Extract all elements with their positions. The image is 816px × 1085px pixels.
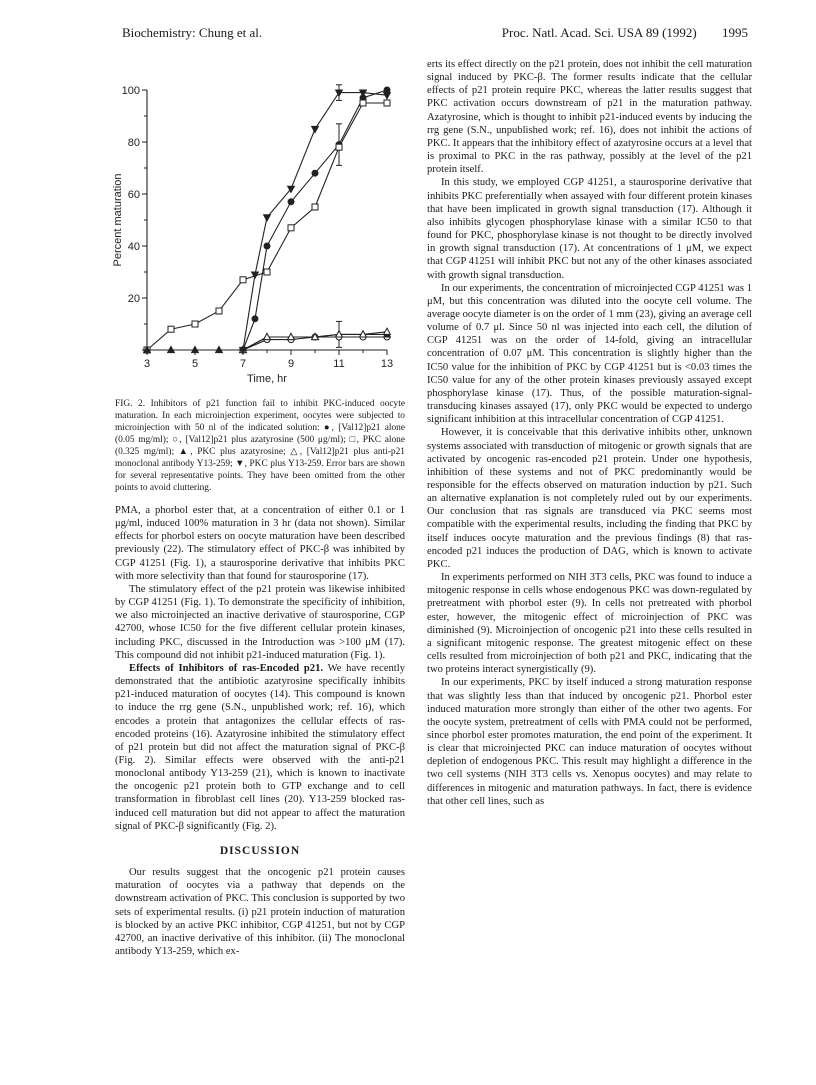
running-head-left: Biochemistry: Chung et al. (122, 25, 263, 40)
x-tick-label: 3 (143, 358, 151, 370)
filled-circle-marker (384, 87, 390, 93)
paragraph-right-6: In our experiments, PKC by itself induced a strong maturation response that was slightly less than that induced by oncogenic p21. Phorbol ester induced maturation more strongly than either of the other two agents. For the oocyte system, pretreatment of cells with PMA could not be performed, since phorbol ester promotes maturation, the end point of the experiment. It is clear that microinjected PKC can induce maturation of oocytes without depletion of endogenous PKC. This result may highlight a difference in the two cell systems (NIH 3T3 cells vs. Xenopus oocytes) and may relate to differences in mitogenic and maturation pathways. In fact, there is evidence that other cell lines, such as (427, 677, 752, 807)
paragraph-discussion: Our results suggest that the oncogenic p21 protein causes maturation of oocytes via a pathway that depends on the downstream activation of PKC. This conclusion is supported by two sets of experimental results. (i) p21 protein induction of maturation is blocked by an active PKC inhibitor, CGP 41251, but not by CGP 42700, an inactive derivative of this inhibitor. (ii) The monoclonal antibody Y13-259, which ex- (115, 867, 405, 957)
filled-circle-marker (288, 199, 294, 205)
page-number: 1995 (722, 25, 748, 40)
series-line-open-square (147, 103, 387, 350)
x-tick-label: 5 (191, 358, 199, 370)
open-square-marker (288, 225, 294, 231)
filled-circle-marker (264, 243, 270, 249)
paragraph-inhibitors-body: We have recently demonstrated that the antibiotic azatyrosine specifically inhibits p21-induced maturation of oocytes (14). This compound is known to induce the rrg gene (S.N., unpublished work; ref. 16), which encodes a protein that antagonizes the cellular effects of ras-encoded proteins (16). Azatyrosine inhibited the stimulatory effect of p21 protein but did not affect the maturation signal of PKC-β (Fig. 2). Similar effects were observed with the anti-p21 monoclonal antibody Y13-259 (21), which is known to inactivate the oncogenic p21 protein both to GTP exchange and to cell transformation in fibroblast cell lines (20). Y13-259 blocked ras-induced cell maturation but did not appear to affect the maturation signal of PKC-β significantly (Fig. 2). (115, 662, 405, 832)
x-tick-label: 13 (380, 358, 394, 370)
paragraph-right-3: In our experiments, the concentration of microinjected CGP 41251 was 1 μM, but this concentration was diluted into the oocyte cell volume. The average oocyte diameter is on the order of 1 mm (23), giving an average cell volume of 0.7 μl. Since 50 nl was injected into each cell, the dilution of CGP 41251 was on the order of 14-fold, giving an intracellular concentration of 0.07 μM. This concentration is slightly higher than the IC50 value for the inhibition of PKC by CGP 41251 but is <0.03 times the IC50 value for any of the other protein kinases previously assayed except phosphorylase kinase (17). Thus, of the possible maturation-signal-transducing kinases assayed (17), only PKC would be expected to undergo significant inhibition at this intracellular concentration of CGP 41251. (427, 282, 752, 426)
open-triangle-up-marker (384, 328, 391, 334)
figure-caption-text: FIG. 2. Inhibitors of p21 function fail to inhibit PKC-induced oocyte maturation. In each microinjection experiment, oocytes were subjected to microinjection with 50 nl of the indicated solution: ●, [Val12]p21 alone (0.05 mg/ml); ○, [Val12]p21 plus azatyrosine (500 μg/ml); □, PKC alone (0.325 mg/ml); ▲, PKC plus azatyrosine; △, [Val12]p21 plus anti-p21 monoclonal antibody Y13-259; ▼, PKC plus Y13-259. Error bars are shown for several representative points. They have been omitted from the other points to avoid cluttering. (115, 399, 405, 493)
running-head-right (502, 25, 748, 41)
open-square-marker (384, 100, 390, 106)
filled-circle-marker (312, 170, 318, 176)
filled-triangle-down-marker (312, 126, 319, 132)
x-tick-label: 9 (287, 358, 295, 370)
open-square-marker (240, 277, 246, 283)
paragraph-right-4: However, it is conceivable that this derivative inhibits other, unknown systems associated with transduction of mitogenic or growth signals that are activated by oncogenic ras-encoded p21 protein. Under one hypothesis, inhibition of these systems and not of PKC predominantly would be responsible for the effects observed on maturation induction by p21. Such an alternative explanation is not completely ruled out by our experiments. Our conclusion that ras signals are transduced via PKC seems most compatible with the experimental results, including the finding that PKC by itself induces oocyte maturation and the previous findings (8) that ras-encoded p21 induces the production of DAG, which is known to activate PKC. (427, 427, 752, 570)
y-tick-label: 100 (121, 85, 140, 97)
figure-caption (115, 398, 405, 494)
x-tick-label: 11 (333, 358, 345, 370)
y-tick-label: 60 (127, 189, 140, 201)
open-square-marker (168, 326, 174, 332)
paragraph-right-2: In this study, we employed CGP 41251, a staurosporine derivative that inhibits PKC preferentially when assayed with four different protein kinases that have been implicated in growth signal transduction (17). Although it also inhibits glycogen phosphorylase kinase with a similar IC50 to that found for PKC, phosphorylase kinase is not thought to be directly involved in growth signal transduction (17). At concentrations of 1 μM, we expect that CGP 41251 will inhibit PKC but not any of the other kinases associated with growth signal transduction. (427, 177, 752, 281)
section-title-inhibitors: Effects of Inhibitors of ras-Encoded p21. (129, 662, 324, 674)
journal-citation: Proc. Natl. Acad. Sci. USA 89 (1992) (501, 25, 697, 40)
paragraph-inhibitors (115, 662, 405, 833)
maturation-chart (105, 78, 395, 388)
open-square-marker (216, 308, 222, 314)
y-tick-label: 80 (127, 137, 140, 149)
right-column (427, 58, 752, 808)
open-square-marker (312, 204, 318, 210)
filled-triangle-down-marker (264, 215, 271, 221)
paragraph-right-1: erts its effect directly on the p21 protein, does not inhibit the cell maturation signal induced by PKC-β. The former results indicate that the cellular effects of p21 protein require PKC, whereas the latter results suggest that PKC activation occurs downstream of p21 in the maturation pathway. Azatyrosine, which is thought to inhibit p21-induced events by inducing the rrg gene (S.N., unpublished work; ref. 16), does not inhibit the actions of PKC. It appears that the inhibitory effect of azatyrosine occurs at a level that is proximal to PKC in the ras pathway, possibly at the level of the p21 protein itself. (427, 59, 752, 176)
open-square-marker (264, 269, 270, 275)
paragraph-pma: PMA, a phorbol ester that, at a concentration of either 0.1 or 1 μg/ml, induced 100% maturation in 3 hr (data not shown). Similar effects for phorbol esters on oocyte maturation have been described previously (22). The stimulatory effect of PKC-β was inhibited by CGP 41251 (Fig. 1), a staurosporine derivative that inhibits PKC with more selectivity than that found for staurosporine (17). (115, 505, 405, 582)
filled-circle-marker (252, 316, 258, 322)
paragraph-p21-inhibition: The stimulatory effect of the p21 protein was likewise inhibited by CGP 41251 (Fig. 1). To demonstrate the specificity of inhibition, we also microinjected an inactive derivative of staurosporine, CGP 42700, whose IC50 for the five different cellular protein kinases, including PKC, discussed in the Introduction was >100 μM (17). This compound did not inhibit p21-induced maturation (Fig. 1). (115, 583, 405, 661)
open-square-marker (360, 100, 366, 106)
y-tick-label: 40 (127, 241, 140, 253)
y-axis-label: Percent maturation (112, 173, 124, 267)
left-column (115, 504, 405, 958)
x-tick-label: 7 (239, 358, 247, 370)
open-square-marker (192, 321, 198, 327)
discussion-heading: DISCUSSION (219, 844, 301, 857)
paragraph-right-5: In experiments performed on NIH 3T3 cells, PKC was found to induce a mitogenic response in cells whose endogenous PKC was down-regulated by pretreatment with phorbol ester (9). In cells not pretreated with phorbol ester, however, the mitogenic effect of microinjection of PKC was diminished (9). Microinjection of oncogenic p21 into these cells resulted in a significant mitogenic response. The greatest mitogenic effect on these cells resulted from microinjection of both p21 and PKC, indicating that the two proteins interact synergistically (9). (427, 572, 752, 676)
x-axis-label: Time, hr (247, 373, 287, 385)
y-tick-label: 20 (127, 293, 140, 305)
figure-2 (105, 78, 395, 388)
open-square-marker (336, 144, 342, 150)
filled-triangle-down-marker (384, 93, 391, 99)
